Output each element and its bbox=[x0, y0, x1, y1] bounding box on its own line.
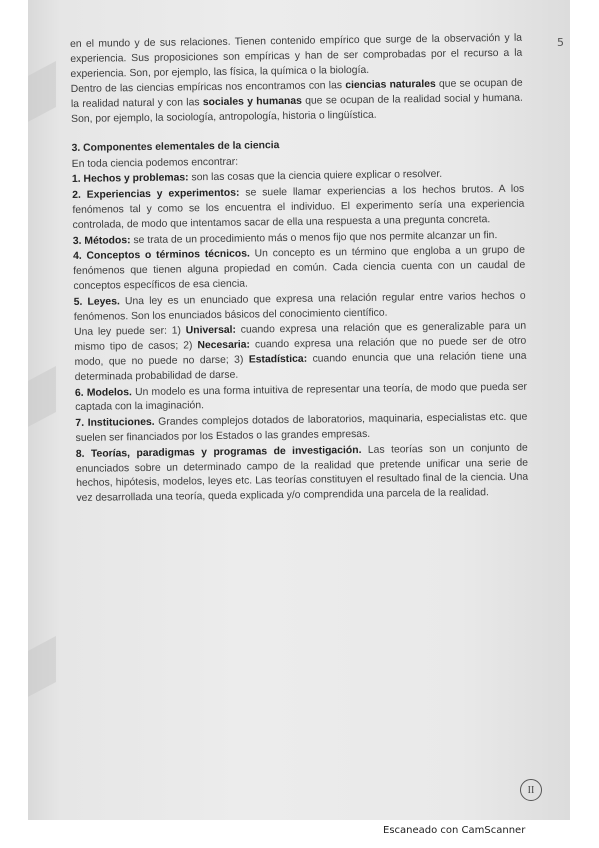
list-item-institutions: 7. Instituciones. Grandes complejos dotados de laboratorios, maquinaria, especialistas etc. que suelen ser financiados por los Estados o las grandes empresas. bbox=[75, 411, 528, 444]
bleed-through-mark bbox=[28, 366, 56, 430]
laws-detail: Una ley puede ser: 1) Universal: cuando expresa una relación que es generalizable para un mismo tipo de casos; 2) Necesaria: cuando expresa una relación que no puede ser de otro modo, que no puede no darse; 3) Estadística: cuando enuncia que una relación tiene una determinada probabilidad de darse. bbox=[74, 321, 527, 383]
list-item-methods: 3. Métodos: se trata de un procedimiento más o menos fijo que nos permite alcanzar un fin. bbox=[72, 229, 498, 247]
document-body bbox=[70, 32, 529, 508]
scanner-footer: Escaneado con CamScanner bbox=[383, 825, 526, 836]
list-item-concepts: 4. Conceptos o términos técnicos. Un concepto es un término que engloba a un grupo de fenómenos que tienen alguna propiedad en común. Cada ciencia cuenta con un caudal de conceptos específicos de esa ciencia. bbox=[72, 245, 526, 292]
list-item-laws: 5. Leyes. Una ley es un enunciado que expresa una relación regular entre varios hechos o fenómenos. Son los enunciados básicos del conocimiento científico. bbox=[73, 290, 526, 323]
term-natural-sciences: ciencias naturales bbox=[345, 79, 436, 92]
section-heading: 3. Componentes elementales de la ciencia bbox=[71, 139, 280, 154]
corner-mark: 5 bbox=[557, 36, 564, 49]
term-social-sciences: sociales y humanas bbox=[202, 95, 302, 109]
paragraph-science-types: Dentro de las ciencias empíricas nos encontramos con las ciencias naturales que se ocupan de la realidad natural y con las sociales y humanas que se ocupan de la realidad social y humana. Son, por ejemplo, la sociología, antropología, historia o lingüística. bbox=[70, 78, 523, 125]
paragraph-empirical-sciences: en el mundo y de sus relaciones. Tienen contenido empírico que surge de la observación y la experiencia. Sus proposiciones son empíricas y han de ser comprobadas por el recurso a la experiencia. Son, por ejemplo, las física, la química o la biología. bbox=[70, 32, 523, 80]
list-item-models: 6. Modelos. Un modelo es una forma intuitiva de representar una teoría, de modo que pueda ser captada con la imaginación. bbox=[74, 381, 527, 414]
list-item-theories: 8. Teorías, paradigmas y programas de investigación. Las teorías son un conjunto de enunciados sobre un determinado campo de la realidad que pretende unificar una serie de hechos, hipótesis, modelos, leyes etc. Las teorías constituyen el resultado final de la ciencia. Una vez desarrollada una teoría, queda explicada y/o comprendida una parcela de la realidad. bbox=[75, 442, 529, 505]
bleed-through-mark bbox=[28, 636, 56, 700]
section-intro: En toda ciencia podemos encontrar: bbox=[71, 156, 239, 170]
list-item-experiences: 2. Experiencias y experimentos: se suele llamar experiencias a los hechos brutos. A los fenómenos tal y como se los encuentra el individuo. El experimento sería una experiencia controlada, de modo que intentamos sacar de ella una respuesta a una pregunta concreta. bbox=[72, 183, 525, 231]
page-number: II bbox=[520, 779, 542, 801]
bleed-through-mark bbox=[28, 61, 56, 125]
list-item-facts: 1. Hechos y problemas: son las cosas que la ciencia quiere explicar o resolver. bbox=[71, 169, 443, 186]
